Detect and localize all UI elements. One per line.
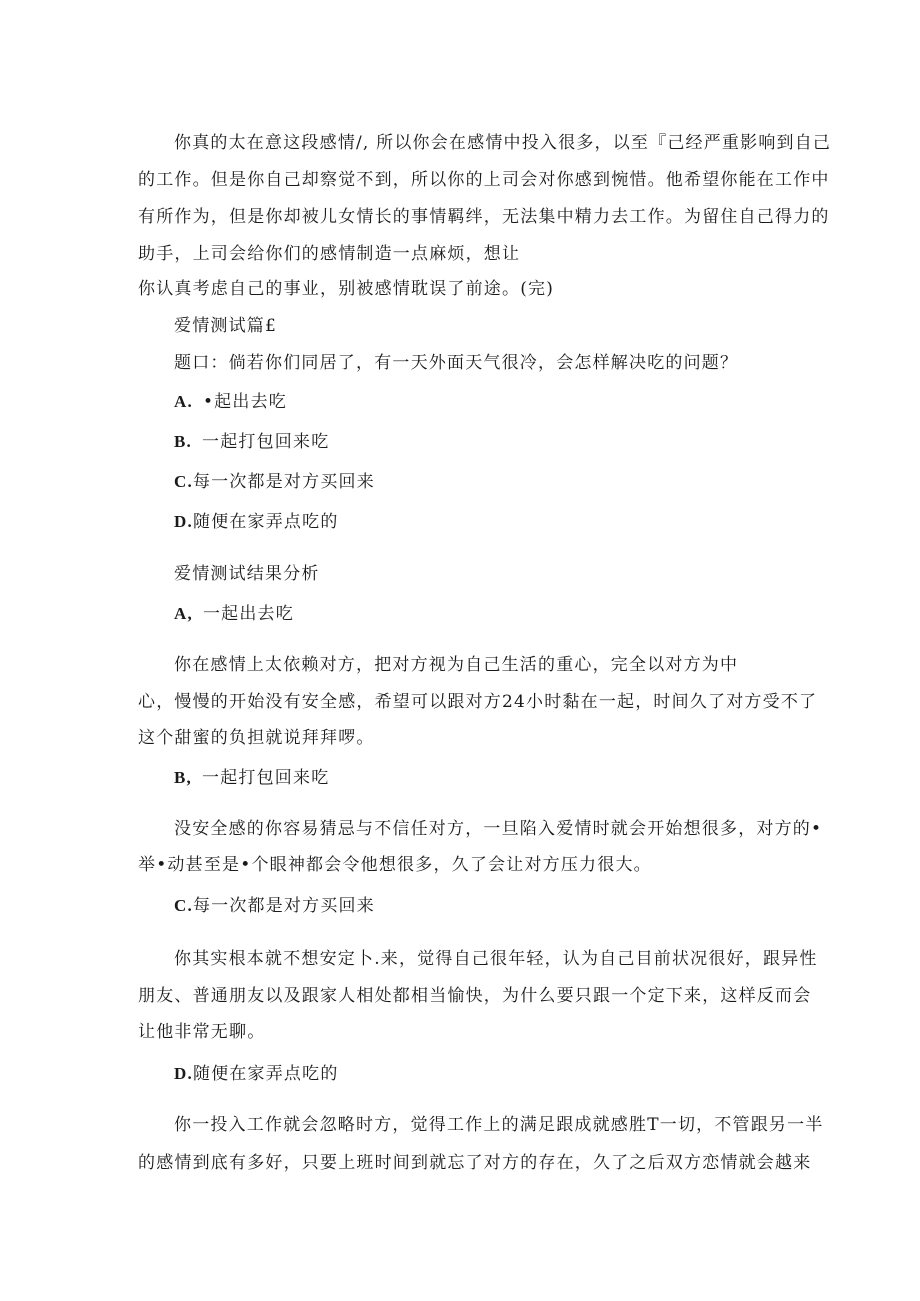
paragraph-line: 你认真考虑自己的事业，别被感情耽误了前途。(完) [138,279,555,299]
answer-label: 一起出去吃 [202,604,294,624]
paragraph-line: 助手，上司会给你们的感情制造一点麻烦，想让 [138,244,521,264]
answer-heading-b [174,768,329,788]
option-letter: D. [174,512,193,531]
option-text: 每一次都是对方买回来 [192,472,375,492]
option-text: 一起打包回来吃 [202,432,330,452]
answer-letter: D. [174,1064,193,1083]
answer-line: 心，慢慢的开始没有安全感，希望可以跟对方24小时黏在一起，时间久了对方受不了 [138,692,818,712]
answer-line: 朋友、普通朋友以及跟家人相处都相当愉快，为什么要只跟一个定下来，这样反而会 [138,986,812,1006]
answer-letter: A, [174,604,193,623]
paragraph-line: 有所作为，但是你却被儿女情长的事情羁绊，无法集中精力去工作。为留住自己得力的 [138,207,830,227]
answer-line: 你一投入工作就会忽略时方，觉得工作上的满足跟成就感胜T一切，不管跟另一半 [174,1115,824,1135]
answer-label: 一起打包回来吃 [202,768,330,788]
option-letter: C. [174,472,193,491]
answer-line: 这个甜蜜的负担就说拜拜啰。 [138,728,375,748]
option-d [174,512,339,532]
answer-line: 的感情到底有多好，只要上班时间到就忘了对方的存在，久了之后双方恋情就会越来 [138,1153,812,1173]
answer-letter: C. [174,896,193,915]
answer-heading-a [174,604,294,624]
option-text: 随便在家弄点吃的 [192,512,339,532]
paragraph-line: 的工作。但是你自己却察觉不到，所以你的上司会对你感到惋惜。他希望你能在工作中 [138,170,830,190]
answer-line: 让他非常无聊。 [138,1022,266,1042]
option-letter: A. [174,392,193,411]
option-letter: B. [174,432,192,451]
answer-line: 你其实根本就不想安定卜.来，觉得自己很年轻，认为自己目前状况很好，跟异性 [174,949,818,969]
option-b [174,432,329,452]
answer-line: 没安全感的你容易猜忌与不信任对方，一旦陷入爱情时就会开始想很多，对方的• [174,819,823,839]
answer-letter: B, [174,768,192,787]
paragraph-line: 你真的太在意这段感情/, 所以你会在感情中投入很多，以至『己经严重影响到自己 [174,133,832,153]
option-c [174,472,375,492]
answer-heading-c [174,896,375,916]
answer-label: 每一次都是对方买回来 [192,896,375,916]
question-text: 题口：倘若你们同居了，有一天外面天气很冷，会怎样解决吃的问题？ [174,353,739,373]
section-title: 爱情测试篇£ [174,316,278,336]
answer-heading-d [174,1064,339,1084]
option-a [174,392,287,412]
analysis-title: 爱情测试结果分析 [174,564,320,584]
option-text: •起出去吃 [202,392,287,412]
answer-line: 你在感情上太依赖对方，把对方视为自己生活的重心，完全以对方为中 [174,655,739,675]
answer-label: 随便在家弄点吃的 [192,1064,339,1084]
answer-line: 举•动甚至是•个眼神都会令他想很多，久了会让对方压力很大。 [138,855,652,875]
